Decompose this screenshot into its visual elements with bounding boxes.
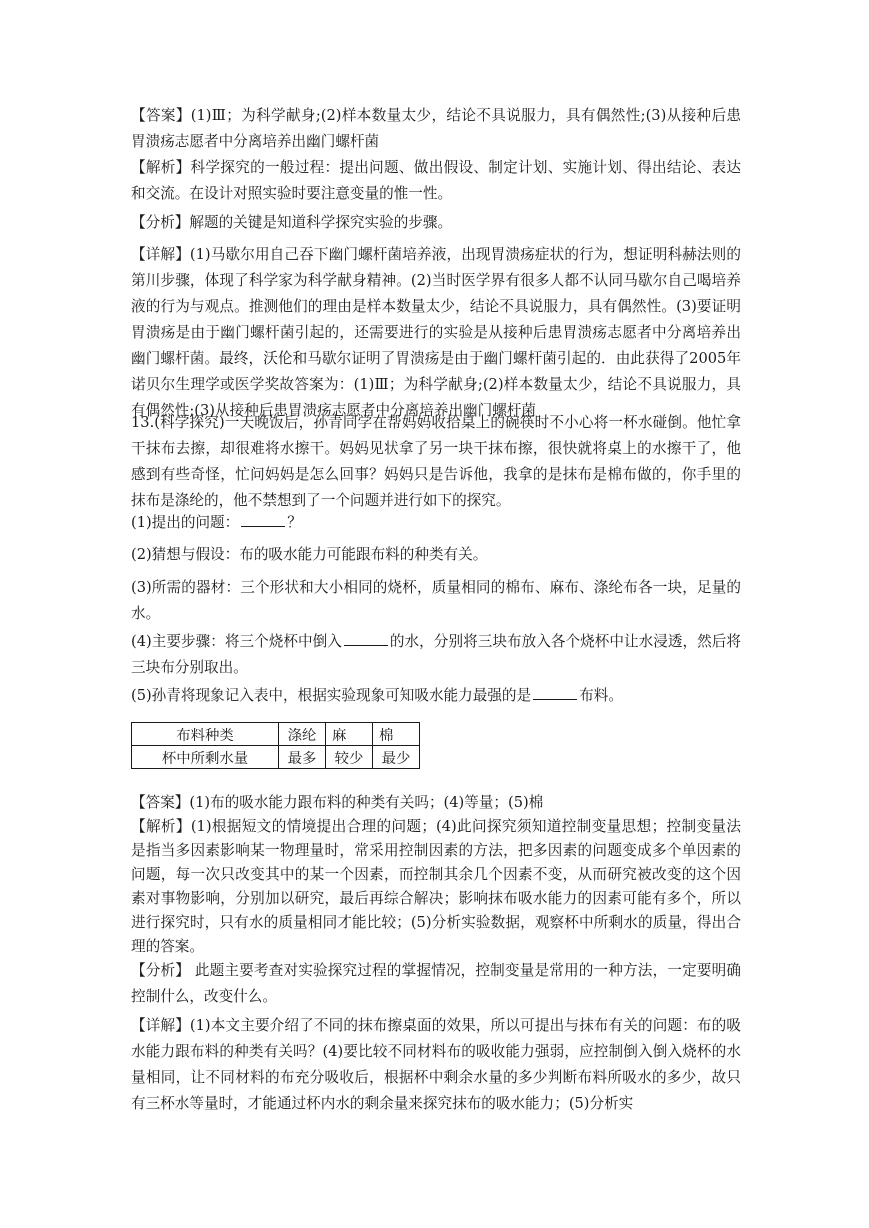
q13-answer: 【答案】(1)布的吸水能力跟布料的种类有关吗；(4)等量；(5)棉 (131, 794, 544, 811)
q13-step1 (131, 510, 741, 536)
table-cell: 棉 (373, 723, 420, 746)
answer-blank-1 (241, 510, 285, 527)
table-cell: 涤纶 (279, 723, 326, 746)
q13-step5 (131, 683, 741, 709)
q13-step3: (3)所需的器材：三个形状和大小相同的烧杯，质量相同的棉布、麻布、涤纶布各一块，足量的水。 (131, 579, 741, 622)
q13-step1-pre: (1)提出的问题： (131, 514, 240, 531)
table-row (132, 723, 420, 746)
q12-detail: 【详解】(1)马歇尔用自己吞下幽门螺杆菌培养液，出现胃溃疡症状的行为，想证明科赫法则的第川步骤，体现了科学家为科学献身精神。(2)当时医学界有很多人都不认同马歇尔自己喝培养液的行为与观点。推测他们的理由是样本数量太少，结论不具说服力，具有偶然性。(3)要证明胃溃疡是由于幽门螺杆菌引起的，还需要进行的实验是从接种后患胃溃疡志愿者中分离培养出幽门螺杆菌。最终，沃伦和马歇尔证明了胃溃疡是由于幽门螺杆菌引起的．由此获得了2005年诺贝尔生理学或医学奖故答案为：(1)Ⅲ；为科学献身;(2)样本数量太少，结论不具说服力，具有偶然性;(3)从接种后患胃溃疡志愿者中分离培养出幽门螺杆菌 (131, 246, 741, 419)
answer-blank-3 (533, 683, 577, 700)
answer-blank-2 (344, 629, 388, 646)
q13-step2: (2)猜想与假设：布的吸水能力可能跟布料的种类有关。 (131, 546, 488, 563)
q13-step1-post: ？ (287, 514, 302, 531)
q13-detail: 【详解】(1)本文主要介绍了不同的抹布擦桌面的效果，所以可提出与抹布有关的问题：布的吸水能力跟布料的种类有关吗？(4)要比较不同材料布的吸收能力强弱，应控制倒入倒入烧杯的水量相同，让不同材料的布充分吸收后，根据杯中剩余水量的多少判断布料所吸水的多少，故只有三杯水等量时，才能通过杯内水的剩余量来探究抹布的吸水能力；(5)分析实 (131, 1017, 741, 1112)
q13-fenxi: 【分析】 此题主要考查对实验探究过程的掌握情况，控制变量是常用的一种方法，一定要明确控制什么，改变什么。 (131, 962, 741, 1005)
table-cell: 较少 (326, 746, 373, 769)
table-cell: 最少 (373, 746, 420, 769)
q13-step4-post: 的水，分别将三块布放入各个烧杯中让水浸透，然后将三块布分别取出。 (131, 633, 741, 676)
q13-step4 (131, 629, 741, 681)
q12-analysis: 【解析】科学探究的一般过程：提出问题、做出假设、制定计划、实施计划、得出结论、表达和交流。在设计对照实验时要注意变量的惟一性。 (131, 159, 741, 202)
q12-fenxi: 【分析】解题的关键是知道科学探究实验的步骤。 (131, 214, 453, 231)
table-cell: 最多 (279, 746, 326, 769)
q13-step5-post: 布料。 (579, 687, 623, 704)
q13-step5-pre: (5)孙青将现象记入表中，根据实验现象可知吸水能力最强的是 (131, 687, 532, 704)
table-cell: 杯中所剩水量 (132, 746, 279, 769)
table-cell: 布料种类 (132, 723, 279, 746)
fabric-table (131, 722, 420, 769)
q13-stem: 13.(科学探究)一天晚饭后，孙青同学在帮妈妈收拾桌上的碗筷时不小心将一杯水碰倒。他忙拿干抹布去擦，却很难将水擦干。妈妈见状拿了另一块干抹布擦，很快就将桌上的水擦干了，他感到有些奇怪，忙问妈妈是怎么回事？妈妈只是告诉他，我拿的是抹布是棉布做的，你手里的抹布是涤纶的，他不禁想到了一个问题并进行如下的探究。 (131, 414, 741, 509)
table-cell: 麻 (326, 723, 373, 746)
table-row (132, 746, 420, 769)
q13-analysis: 【解析】(1)根据短文的情境提出合理的问题；(4)此问探究须知道控制变量思想；控制变量法是指当多因素影响某一物理量时，常采用控制因素的方法，把多因素的问题变成多个单因素的问题，每一次只改变其中的某一个因素，而控制其余几个因素不变，从而研究被改变的这个因素对事物影响，分别加以研究，最后再综合解决；影响抹布吸水能力的因素可能有多个，所以进行探究时，只有水的质量相同才能比较；(5)分析实验数据，观察杯中所剩水的质量，得出合理的答案。 (131, 818, 741, 955)
q13-step4-pre: (4)主要步骤：将三个烧杯中倒入 (131, 633, 342, 650)
q12-answer: 【答案】(1)Ⅲ；为科学献身;(2)样本数量太少，结论不具说服力，具有偶然性;(3)从接种后患胃溃疡志愿者中分离培养出幽门螺杆菌 (131, 107, 741, 150)
